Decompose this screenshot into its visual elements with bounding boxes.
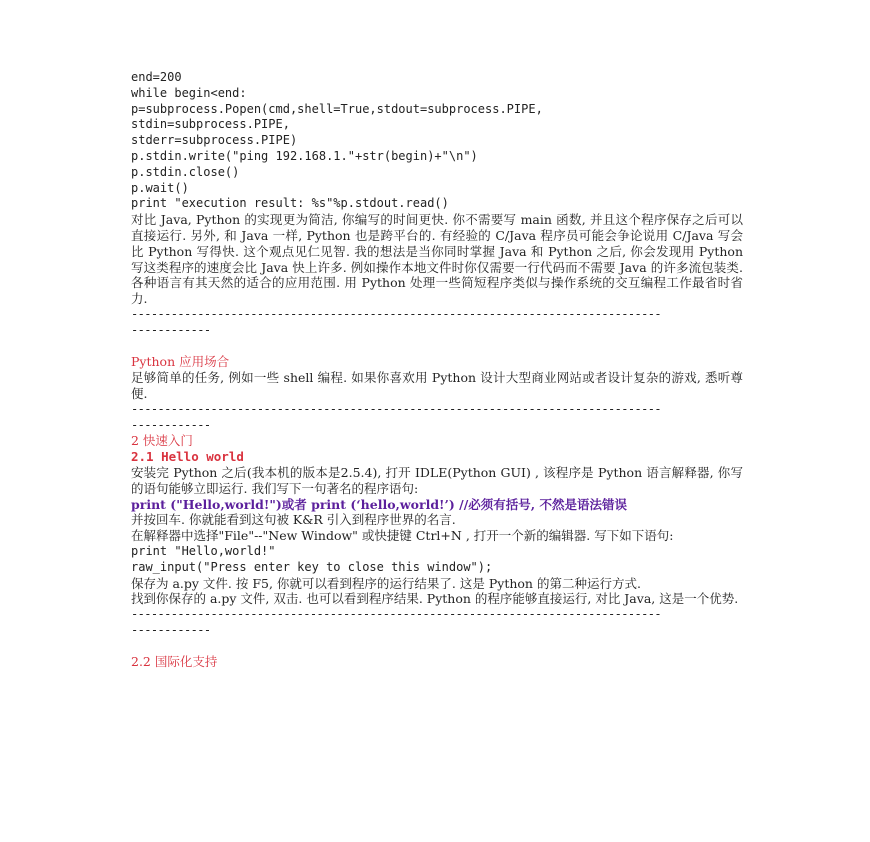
- document-page: [131, 70, 743, 670]
- heading-quick-start: 2 快速入门: [131, 433, 193, 449]
- paragraph-install: 安装完 Python 之后(我本机的版本是2.5.4), 打开 IDLE(Python GUI) , 该程序是 Python 语言解释器, 你写的语句能够立即运行. 我们写下一句著名的程序语句:: [131, 464, 743, 496]
- paragraph-new-window: 在解释器中选择"File"--"New Window" 或快捷键 Ctrl+N , 打开一个新的编辑器. 写下如下语句:: [131, 528, 674, 544]
- heading-internationalization: 2.2 国际化支持: [131, 654, 218, 670]
- paragraph-press-enter: 并按回车. 你就能看到这句被 K&R 引入到程序世界的名言.: [131, 512, 456, 528]
- heading-python-usage: Python 应用场合: [131, 354, 230, 370]
- code-block-hello: [131, 544, 743, 576]
- dashed-separator: --------------------------------------------------------------------------------: [131, 306, 661, 321]
- code-line: raw_input("Press enter key to close this window");: [131, 559, 493, 574]
- code-line: stdin=subprocess.PIPE,: [131, 117, 290, 132]
- heading-hello-world: 2.1 Hello world: [131, 449, 244, 465]
- code-block-ping: [131, 70, 743, 212]
- code-line: p=subprocess.Popen(cmd,shell=True,stdout=subprocess.PIPE,: [131, 101, 543, 116]
- code-line: p.stdin.close(): [131, 164, 240, 179]
- code-line: p.stdin.write("ping 192.168.1."+str(begin)+"\n"): [131, 148, 478, 163]
- print-syntax-note: print ("Hello,world!")或者 print (‘hello,world!’) //必须有括号, 不然是语法错误: [131, 496, 627, 512]
- dashed-separator-tail: ------------: [131, 322, 211, 337]
- paragraph-java-comparison: 对比 Java, Python 的实现更为简洁, 你编写的时间更快. 你不需要写 main 函数, 并且这个程序保存之后可以直接运行. 另外, 和 Java 一样, Python 也是跨平台的. 有经验的 C/Java 程序员可能会争论说用 C/Java 写会比 Python 写得快. 这个观点见仁见智. 我的想法是当你同时掌握 Java 和 Python 之后, 你会发现用 Python 写这类程序的速度会比 Java 快上许多. 例如操作本地文件时你仅需要一行代码而不需要 Java 的许多流包装类. 各种语言有其天然的适合的应用范围. 用 Python 处理一些简短程序类似与操作系统的交互编程工作最省时省力.: [131, 212, 743, 307]
- code-line: stderr=subprocess.PIPE): [131, 133, 298, 148]
- code-line: end=200: [131, 70, 182, 84]
- paragraph-save-file: 保存为 a.py 文件. 按 F5, 你就可以看到程序的运行结果了. 这是 Python 的第二种运行方式.: [131, 575, 641, 591]
- dashed-separator: --------------------------------------------------------------------------------: [131, 401, 661, 416]
- code-line: p.wait(): [131, 180, 189, 195]
- dashed-separator-tail: ------------: [131, 417, 211, 432]
- code-line: print "execution result: %s"%p.stdout.read(): [131, 196, 449, 211]
- paragraph-usage: 足够简单的任务, 例如一些 shell 编程. 如果你喜欢用 Python 设计大型商业网站或者设计复杂的游戏, 悉听尊便.: [131, 370, 743, 401]
- code-line: print "Hello,world!": [131, 543, 276, 558]
- dashed-separator-tail: ------------: [131, 622, 211, 637]
- code-line: while begin<end:: [131, 85, 247, 100]
- paragraph-double-click: 找到你保存的 a.py 文件, 双击. 也可以看到程序结果. Python 的程序能够直接运行, 对比 Java, 这是一个优势.: [131, 591, 739, 607]
- dashed-separator: --------------------------------------------------------------------------------: [131, 607, 661, 622]
